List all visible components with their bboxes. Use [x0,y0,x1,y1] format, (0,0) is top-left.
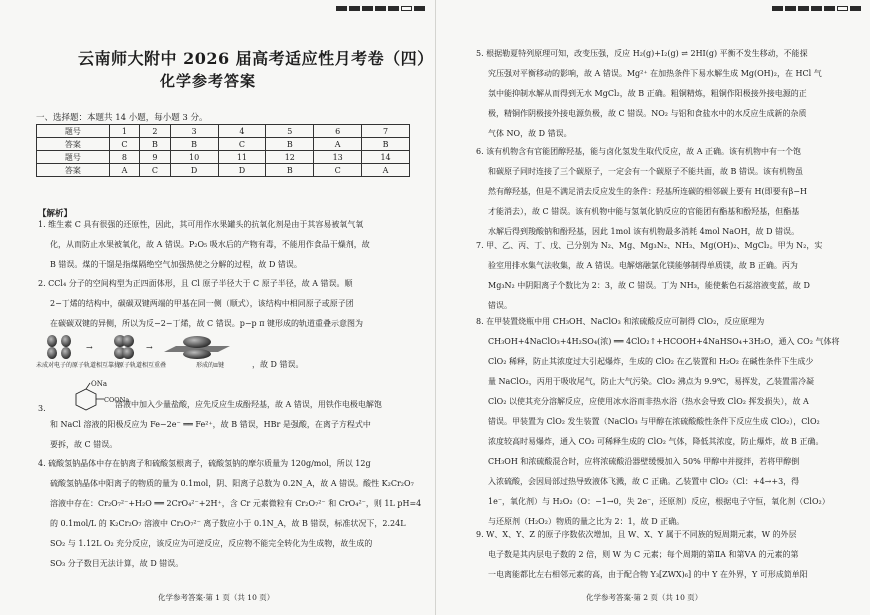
q5-line: 极，精铜作阴极接外接电源负极，故 C 错误。NO₂ 与铝和食盐水中的水反应生成新的杂质 [488,109,807,118]
q4-line: 硫酸氢钠晶体中阳离子的物质的量为 0.1mol，阴、阳离子总数为 0.2N_A，故 A 错误。酸性 K₂Cr₂O₇ [50,479,414,488]
answer-table-cell: D [218,164,266,177]
answer-table-cell: 2 [140,125,170,138]
page-subtitle: 化学参考答案 [160,72,257,90]
ona-group: ONa [91,380,108,388]
q4-text [38,454,421,574]
answer-table-cell: 6 [314,125,362,138]
answer-table-header-cell: 答案 [37,138,110,151]
q5-line: 气体 NO，故 D 错误。 [488,129,572,138]
exam-marks [336,6,425,11]
answer-table-cell: B [266,138,314,151]
mark-block [772,6,783,11]
q8-line: 浓度较高时易爆炸，通入 CO₂ 可稀释生成的 ClO₂ 气体，降低其浓度，防止爆炸，故 B 正确。 [488,437,824,446]
answer-table-cell: 8 [109,151,139,164]
q8-line: 8. 在甲装置烧瓶中用 CH₃OH、NaClO₃ 和浓硫酸反应可制得 ClO₂，反应原理为 [476,317,765,326]
q8-line: CH₃OH+4NaClO₃+4H₂SO₄(浓) ══ 4ClO₂↑+HCOOH+4NaHSO₄+3H₂O，通入 CO₂ 气体将 [488,337,840,346]
mark-block [375,6,386,11]
q7-line: 7. 甲、乙、丙、丁、戊、己分别为 N₂、Mg、Mg₃N₂、NH₃、Mg(OH)₂、MgCl₂。甲为 N₂，实 [476,241,823,250]
q8-line: 入浓硫酸，会因局部过热导致液体飞溅，故 C 正确。乙装置中 ClO₂（Cl：+4→+3，得 [488,477,800,486]
right-page [435,0,870,615]
q8-line: 1e⁻，氧化剂）与 H₂O₂（O：−1→0，失 2e⁻，还原剂）反应，根据电子守恒，氧化剂（ClO₂） [488,497,830,506]
arrow-icon: → [86,343,93,352]
q5-text [476,44,822,144]
answer-table-cell: B [362,138,410,151]
q8-line: ClO₂ 以使其充分溶解反应，应使用冰水浴而非热水浴（热水会导致 ClO₂ 挥发损失），故 A [488,397,809,406]
q3-line: 溶液中加入少量盐酸，应先反应生成酚羟基，故 A 错误，用铁作电极电解饱 [115,400,382,409]
answer-table-cell: 3 [170,125,218,138]
analysis-label: 【解析】 [38,209,73,219]
answer-table-cell: A [314,138,362,151]
arrow-icon: → [146,343,153,352]
mark-block [798,6,809,11]
mark-block [349,6,360,11]
fig-label-1: 未成对电子的原子轨道相互靠拢 [36,362,121,369]
q3-text [50,415,371,455]
answer-table-row [37,151,410,164]
q9-line: 9. W、X、Y、Z 的原子序数依次增加，且 W、X、Y 属于不同族的短周期元素，W 的外层 [476,530,797,539]
fig-tail-text: ，故 D 错误。 [252,360,304,369]
q4-line: 溶液中存在：Cr₂O₇²⁻+H₂O ══ 2CrO₄²⁻+2H⁺，含 Cr 元素微粒有 Cr₂O₇²⁻ 和 CrO₄²⁻，则 1L pH=4 [50,499,422,508]
answer-table-cell: 13 [314,151,362,164]
q5-line: 5. 根据勒夏特列原理可知，改变压强，反应 H₂(g)+I₂(g) ⇌ 2HI(g) 平衡不发生移动，不能探 [476,49,808,58]
page-footer-2: 化学参考答案·第 2 页（共 10 页） [586,593,703,602]
q4-line: 4. 硫酸氢钠晶体中存在钠离子和硫酸氢根离子，硫酸氢钠的摩尔质量为 120g/mol，所以 12g [38,459,371,468]
q6-text [476,142,807,242]
page-footer-1: 化学参考答案·第 1 页（共 10 页） [158,593,275,602]
fig-tail [252,355,304,375]
q8-line: ClO₂ 稀释，防止其浓度过大引起爆炸，生成的 ClO₂ 在乙装置和 H₂O₂ 在碱性条件下生成少 [488,357,814,366]
fig-label-2: 原子轨道相互重叠 [118,362,167,369]
answer-table-cell: D [170,164,218,177]
pi-bond-shape [164,336,230,359]
fig-label-3: 形成的π键 [196,362,224,369]
q8-line: 量 NaClO₂，丙用于吸收尾气，防止大气污染。ClO₂ 沸点为 9.9℃，易挥发，乙装置需冷凝 [488,377,814,386]
q6-line: 和碳原子同时连接了三个碳原子，一定会有一个碳原子不能共面，故 B 错误。该有机物虽 [488,167,803,176]
mark-block [850,6,861,11]
answer-table-cell: B [266,164,314,177]
mark-block [811,6,822,11]
section-heading: 一、选择题：本题共 14 小题，每小题 3 分。 [36,113,208,123]
q8-line: CH₃OH 和浓硫酸混合时，应将浓硫酸沿器壁缓慢加入 50% 甲醇中并搅拌，若将甲醇倒 [488,457,800,466]
answer-table-cell: 12 [266,151,314,164]
q8-text [476,312,839,532]
q7-line: 验室用排水集气法收集，故 A 错误。电解熔融氯化镁能够制得单质镁，故 B 正确。丙为 [488,261,798,270]
q3-number: 3. [38,404,46,413]
q5-line: 氛中能抑制水解从而得到无水 MgCl₂，故 B 正确。粗铜精炼，粗铜作阳极接外接电源的正 [488,89,807,98]
q2-line: 2. CCl₄ 分子的空间构型为正四面体形，且 Cl 原子半径大于 C 原子半径，故 A 错误。顺 [38,279,353,288]
q5-line: 究压强对平衡移动的影响，故 A 错误。Mg²⁺ 在加热条件下易水解生成 Mg(OH)₂，在 HCl 气 [488,69,822,78]
q1-text [38,215,370,275]
q3-line1-block [115,395,382,415]
q1-line: 化，从而防止水果被氧化，故 A 错误。P₂O₅ 吸水后的产物有毒，不能用作食品干燥剂，故 [50,240,370,249]
q6-line: 6. 该有机物含有官能团醇羟基，能与卤化氢发生取代反应，故 A 正确。该有机物中有一个饱 [476,147,802,156]
mark-block [837,6,848,11]
mark-block [336,6,347,11]
exam-marks [772,6,861,11]
answer-table-row [37,138,410,151]
q2-line: 2−丁烯的结构中，碳碳双键两端的甲基在同一侧（顺式），该结构中相同原子或原子团 [50,299,354,308]
mark-block [414,6,425,11]
answer-table-cell: 9 [140,151,170,164]
answer-table [36,124,410,177]
q8-line: 与还原剂（H₂O₂）物质的量之比为 2：1，故 D 正确。 [488,517,685,526]
answer-table-cell: C [314,164,362,177]
answer-table-row [37,125,410,138]
q7-text [476,236,822,316]
answer-table-cell: C [140,164,170,177]
answer-table-cell: 11 [218,151,266,164]
q4-line: SO₂ 与 1.12L O₂ 充分反应，该反应为可逆反应，反应物不能完全转化为生成物，故生成的 [50,539,373,548]
page-title: 云南师大附中 2026 届高考适应性月考卷（四） [78,49,434,68]
q3-line: 要拆，故 C 错误。 [50,440,118,449]
q3-line: 和 NaCl 溶液的阳极反应为 Fe−2e⁻ ══ Fe²⁺，故 B 错误，HBr 是强酸，在离子方程式中 [50,420,371,429]
answer-table-cell: 1 [109,125,139,138]
answer-table-cell: A [109,164,139,177]
answer-table-cell: 10 [170,151,218,164]
q9-line: 一电离能都比左右相邻元素的高，由于配合物 Y₃[ZWX)₆] 的中 Y 在外界，Y 可形成简单阳 [488,570,808,579]
q9-text [476,525,808,585]
answer-table-cell: 14 [362,151,410,164]
answer-table-header-cell: 题号 [37,125,110,138]
q1-line: B 错误。煤的干馏是指煤隔绝空气加强热使之分解的过程，故 D 错误。 [50,260,302,269]
orbital-lobes-approaching [47,335,71,359]
answer-table-header-cell: 题号 [37,151,110,164]
answer-table-cell: B [170,138,218,151]
q6-line: 水解后得到羧酸钠和酚羟基，因此 1mol 该有机物最多消耗 4mol NaOH，故 D 错误。 [488,227,800,236]
q4-line: 的 0.1mol/L 的 K₂Cr₂O₇ 溶液中 Cr₂O₇²⁻ 离子数应小于 0.1N_A，故 B 错误，标准状况下，2.24L [50,519,406,528]
answer-table-cell: B [140,138,170,151]
mark-block [785,6,796,11]
answer-table-cell: 5 [266,125,314,138]
answer-table-cell: A [362,164,410,177]
q2-line: 在碳碳双键的异侧，所以为反−2−丁烯，故 C 错误。p−p π 键形成的轨道重叠示意图为 [50,319,363,328]
mark-block [388,6,399,11]
q2-text [38,274,363,334]
q6-line: 然有醇羟基，但是不满足消去反应发生的条件：羟基所连碳的相邻碳上要有 H(即要有β−H [488,187,807,196]
answer-table-row [37,164,410,177]
q6-line: 才能消去），故 C 错误。该有机物中能与氢氧化钠反应的官能团有酯基和酚羟基，但酯基 [488,207,800,216]
coona-group: COONa [104,396,130,404]
q7-line: Mg₃N₂ 中阴阳离子个数比为 2：3，故 C 错误。丁为 NH₃，能使紫色石蕊溶液变蓝，故 D [488,281,810,290]
answer-table-cell: 7 [362,125,410,138]
q4-line: SO₃ 分子数目无法计算，故 D 错误。 [50,559,184,568]
q8-line: 错误。甲装置为 ClO₂ 发生装置（NaClO₃ 与甲醇在浓硫酸酸性条件下反应生成 ClO₂），ClO₂ [488,417,820,426]
q7-line: 错误。 [488,301,512,310]
mark-block [401,6,412,11]
mark-block [362,6,373,11]
answer-table-cell: C [109,138,139,151]
orbital-lobes-overlap [114,335,134,359]
q9-line: 电子数是其内层电子数的 2 倍，则 W 为 C 元素；每个周期的第ⅡA 和第ⅤA 的元素的第 [488,550,799,559]
answer-table-cell: 4 [218,125,266,138]
answer-table-cell: C [218,138,266,151]
answer-table-header-cell: 答案 [37,164,110,177]
q1-line: 1. 维生素 C 具有很强的还原性，因此，其可用作水果罐头的抗氧化剂是由于其容易被氧气氧 [38,220,364,229]
mark-block [824,6,835,11]
pi-bond-figure [40,334,250,360]
